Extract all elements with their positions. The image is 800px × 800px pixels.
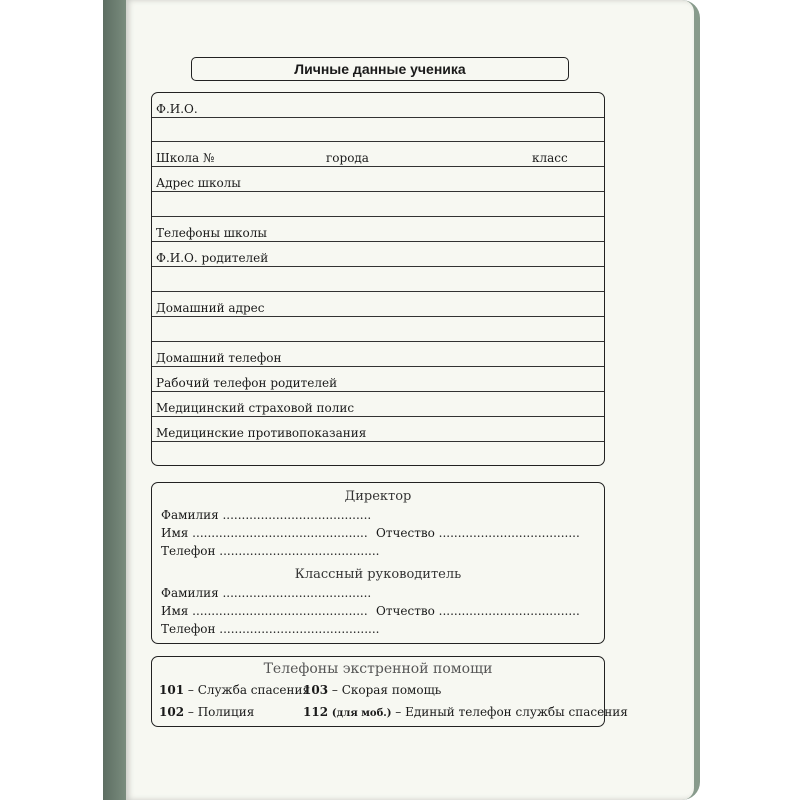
school-phones-row[interactable]	[152, 217, 604, 242]
emergency-112-text: – Единый телефон службы спасения	[391, 705, 628, 719]
school-address-label: Адрес школы	[156, 176, 241, 190]
emergency-101-text: – Служба спасения	[184, 683, 311, 697]
insurance-row[interactable]	[152, 392, 604, 417]
home-address-label: Домашний адрес	[156, 301, 265, 315]
emergency-112	[303, 705, 628, 719]
fio-row[interactable]	[152, 93, 604, 118]
emergency-101-number: 101	[159, 683, 185, 697]
emergency-101	[159, 683, 310, 697]
parents-fio-row-2[interactable]	[152, 267, 604, 292]
school-no-label: Школа №	[156, 151, 215, 165]
notebook-spine	[103, 0, 127, 800]
parents-fio-label: Ф.И.О. родителей	[156, 251, 269, 265]
emergency-112-number: 112	[303, 705, 329, 719]
emergency-102-text: – Полиция	[184, 705, 255, 719]
contraindications-label: Медицинские противопоказания	[156, 426, 367, 440]
director-phone[interactable]: Телефон ..........................................	[161, 544, 380, 558]
fio-row-2[interactable]	[152, 117, 604, 142]
emergency-title: Телефоны экстренной помощи	[263, 661, 493, 677]
city-label: города	[326, 151, 369, 165]
emergency-section	[151, 656, 628, 727]
fio-label: Ф.И.О.	[156, 102, 198, 116]
page-title: Личные данные ученика	[191, 57, 569, 81]
school-phones-label: Телефоны школы	[156, 226, 267, 240]
emergency-103-number: 103	[303, 683, 329, 697]
contacts-section	[151, 482, 605, 644]
teacher-title: Классный руководитель	[294, 567, 462, 582]
home-address-row[interactable]	[152, 292, 604, 317]
insurance-label: Медицинский страховой полис	[156, 401, 355, 415]
contraindications-row[interactable]	[152, 417, 604, 442]
grade-label: класс	[532, 151, 568, 165]
teacher-name[interactable]: Имя ..............................................	[161, 604, 368, 618]
emergency-103-text: – Скорая помощь	[328, 683, 442, 697]
director-name[interactable]: Имя ..............................................	[161, 526, 368, 540]
director-surname[interactable]: Фамилия .......................................	[161, 508, 372, 522]
director-title: Директор	[344, 489, 412, 504]
parents-work-phone-row[interactable]	[152, 367, 604, 392]
emergency-102-number: 102	[159, 705, 185, 719]
teacher-patronymic[interactable]: Отчество .....................................	[376, 604, 580, 618]
teacher-surname[interactable]: Фамилия .......................................	[161, 586, 372, 600]
home-phone-label: Домашний телефон	[156, 351, 282, 365]
parents-fio-row[interactable]	[152, 242, 604, 267]
school-row[interactable]	[152, 142, 604, 167]
student-data-form	[151, 92, 605, 466]
teacher-phone[interactable]: Телефон ..........................................	[161, 622, 380, 636]
school-address-row[interactable]	[152, 167, 604, 192]
home-phone-row[interactable]	[152, 342, 604, 367]
home-address-row-2[interactable]	[152, 317, 604, 342]
school-address-row-2[interactable]	[152, 192, 604, 217]
emergency-103	[303, 683, 441, 697]
emergency-112-mobile: (для моб.)	[331, 708, 392, 719]
parents-work-phone-label: Рабочий телефон родителей	[156, 376, 338, 390]
director-patronymic[interactable]: Отчество .....................................	[376, 526, 580, 540]
emergency-102	[159, 705, 254, 719]
